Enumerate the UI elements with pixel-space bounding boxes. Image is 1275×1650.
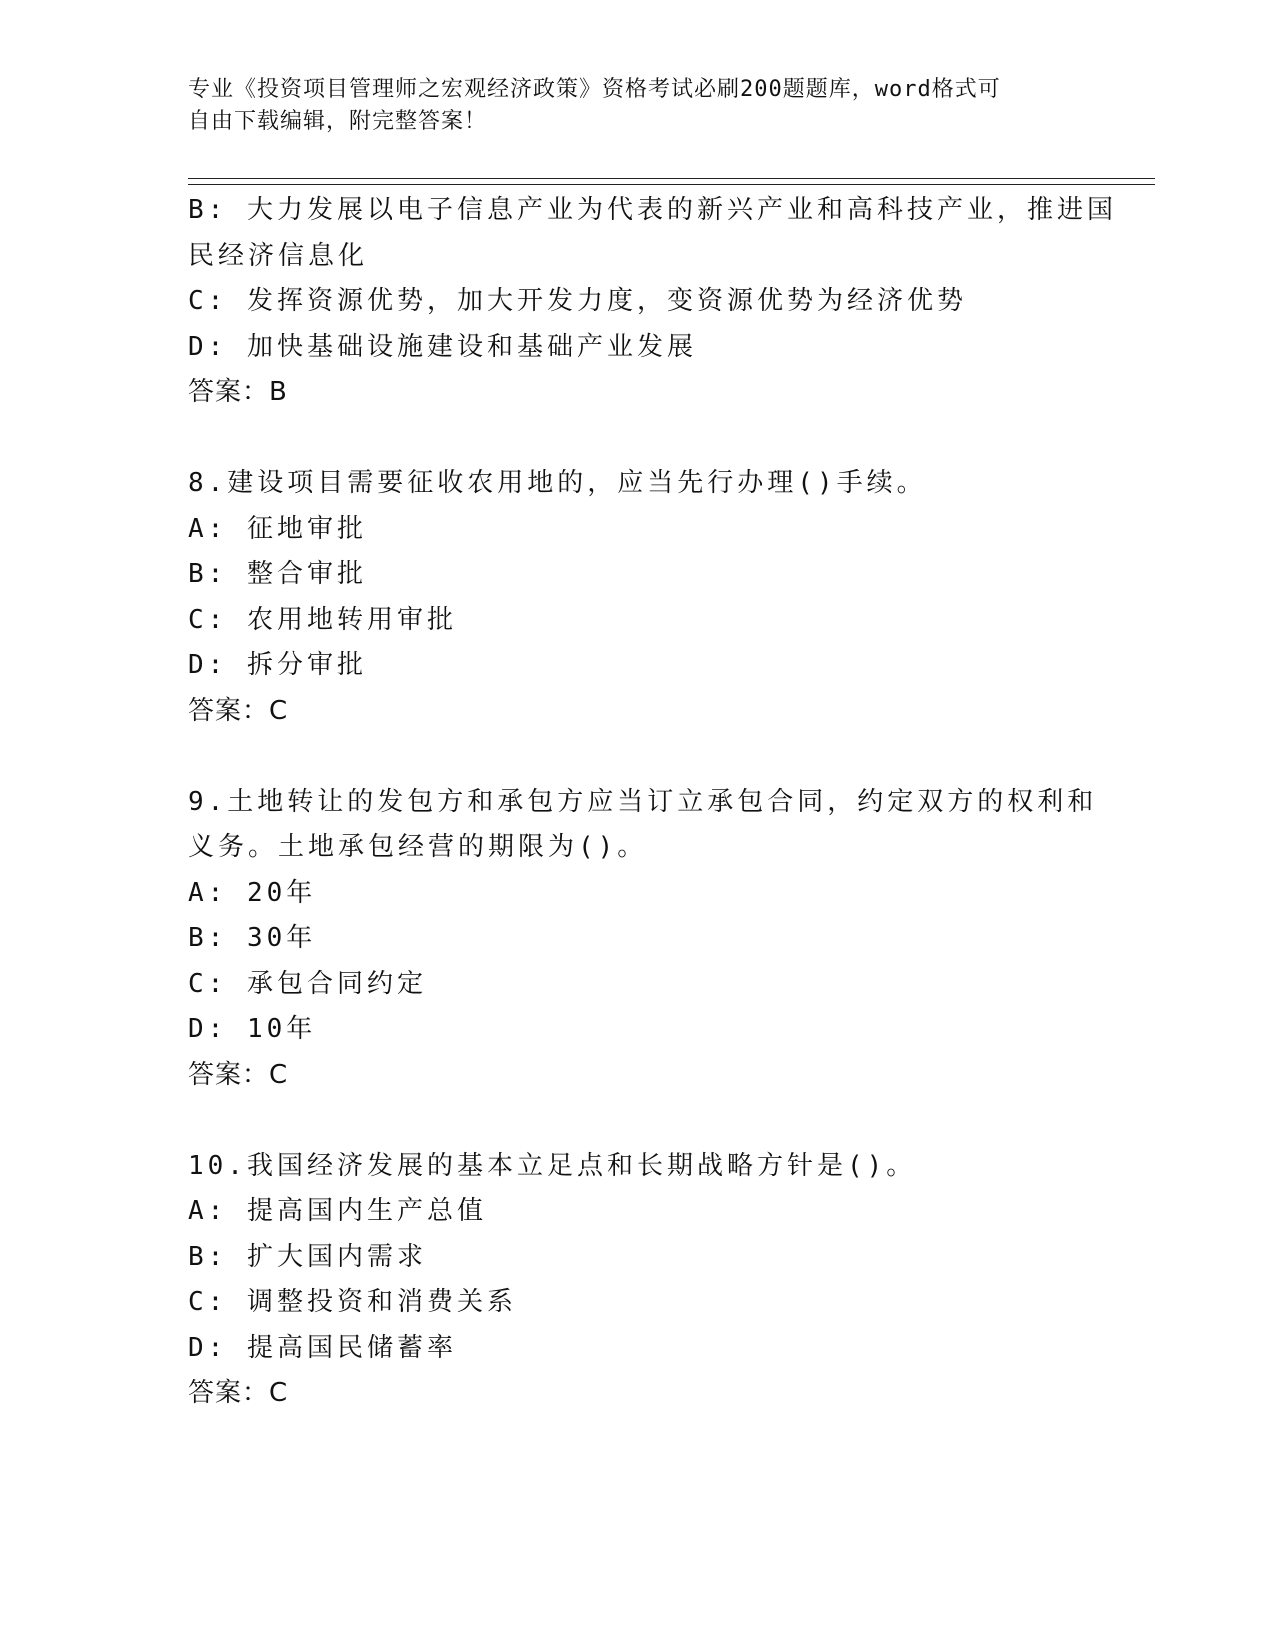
question-list [188,188,1117,1417]
option-b-continued: 民经济信息化 [188,240,369,271]
header-title-line-2: 自由下载编辑，附完整答案！ [188,109,488,134]
question-stem-continued: 义务。土地承包经营的期限为()。 [188,832,648,862]
spacer [188,416,1088,462]
option-c: C: 农用地转用审批 [188,604,457,635]
question-stem: 10.我国经济发展的基本立足点和长期战略方针是()。 [188,1150,917,1181]
question-stem: 8.建设项目需要征收农用地的，应当先行办理()手续。 [188,468,927,498]
answer-line: 答案：C [188,1378,289,1408]
question-stem: 9.土地转让的发包方和承包方应当订立承包合同，约定双方的权利和 [188,786,1098,817]
option-b: B: 整合审批 [188,559,367,589]
answer-line: 答案：C [188,695,289,726]
spacer [188,734,1088,780]
question-9 [188,780,1098,1099]
answer-line: 答案：C [188,1059,289,1090]
option-d: D: 拆分审批 [188,650,367,680]
option-d: D: 加快基础设施建设和基础产业发展 [188,331,697,362]
question-8 [188,461,1088,734]
question-10 [188,1144,1088,1417]
page-header [188,74,1068,138]
header-divider [188,178,1155,185]
option-c: C: 承包合同约定 [188,968,427,999]
option-c: C: 调整投资和消费关系 [188,1287,517,1317]
option-a: A: 20年 [188,877,317,908]
header-title-line-1: 专业《投资项目管理师之宏观经济政策》资格考试必刷200题题库，word格式可 [188,77,1001,102]
option-a: A: 提高国内生产总值 [188,1196,487,1226]
option-c: C: 发挥资源优势，加大开发力度，变资源优势为经济优势 [188,286,967,316]
question-7-continued [188,188,1117,416]
option-d: D: 10年 [188,1014,317,1044]
option-b: B: 扩大国内需求 [188,1241,427,1272]
option-b: B: 30年 [188,923,317,953]
option-a: A: 征地审批 [188,513,367,544]
answer-line: 答案：B [188,377,288,407]
spacer [188,1098,1088,1144]
option-b: B: 大力发展以电子信息产业为代表的新兴产业和高科技产业，推进国 [188,195,1117,225]
option-d: D: 提高国民储蓄率 [188,1332,457,1363]
